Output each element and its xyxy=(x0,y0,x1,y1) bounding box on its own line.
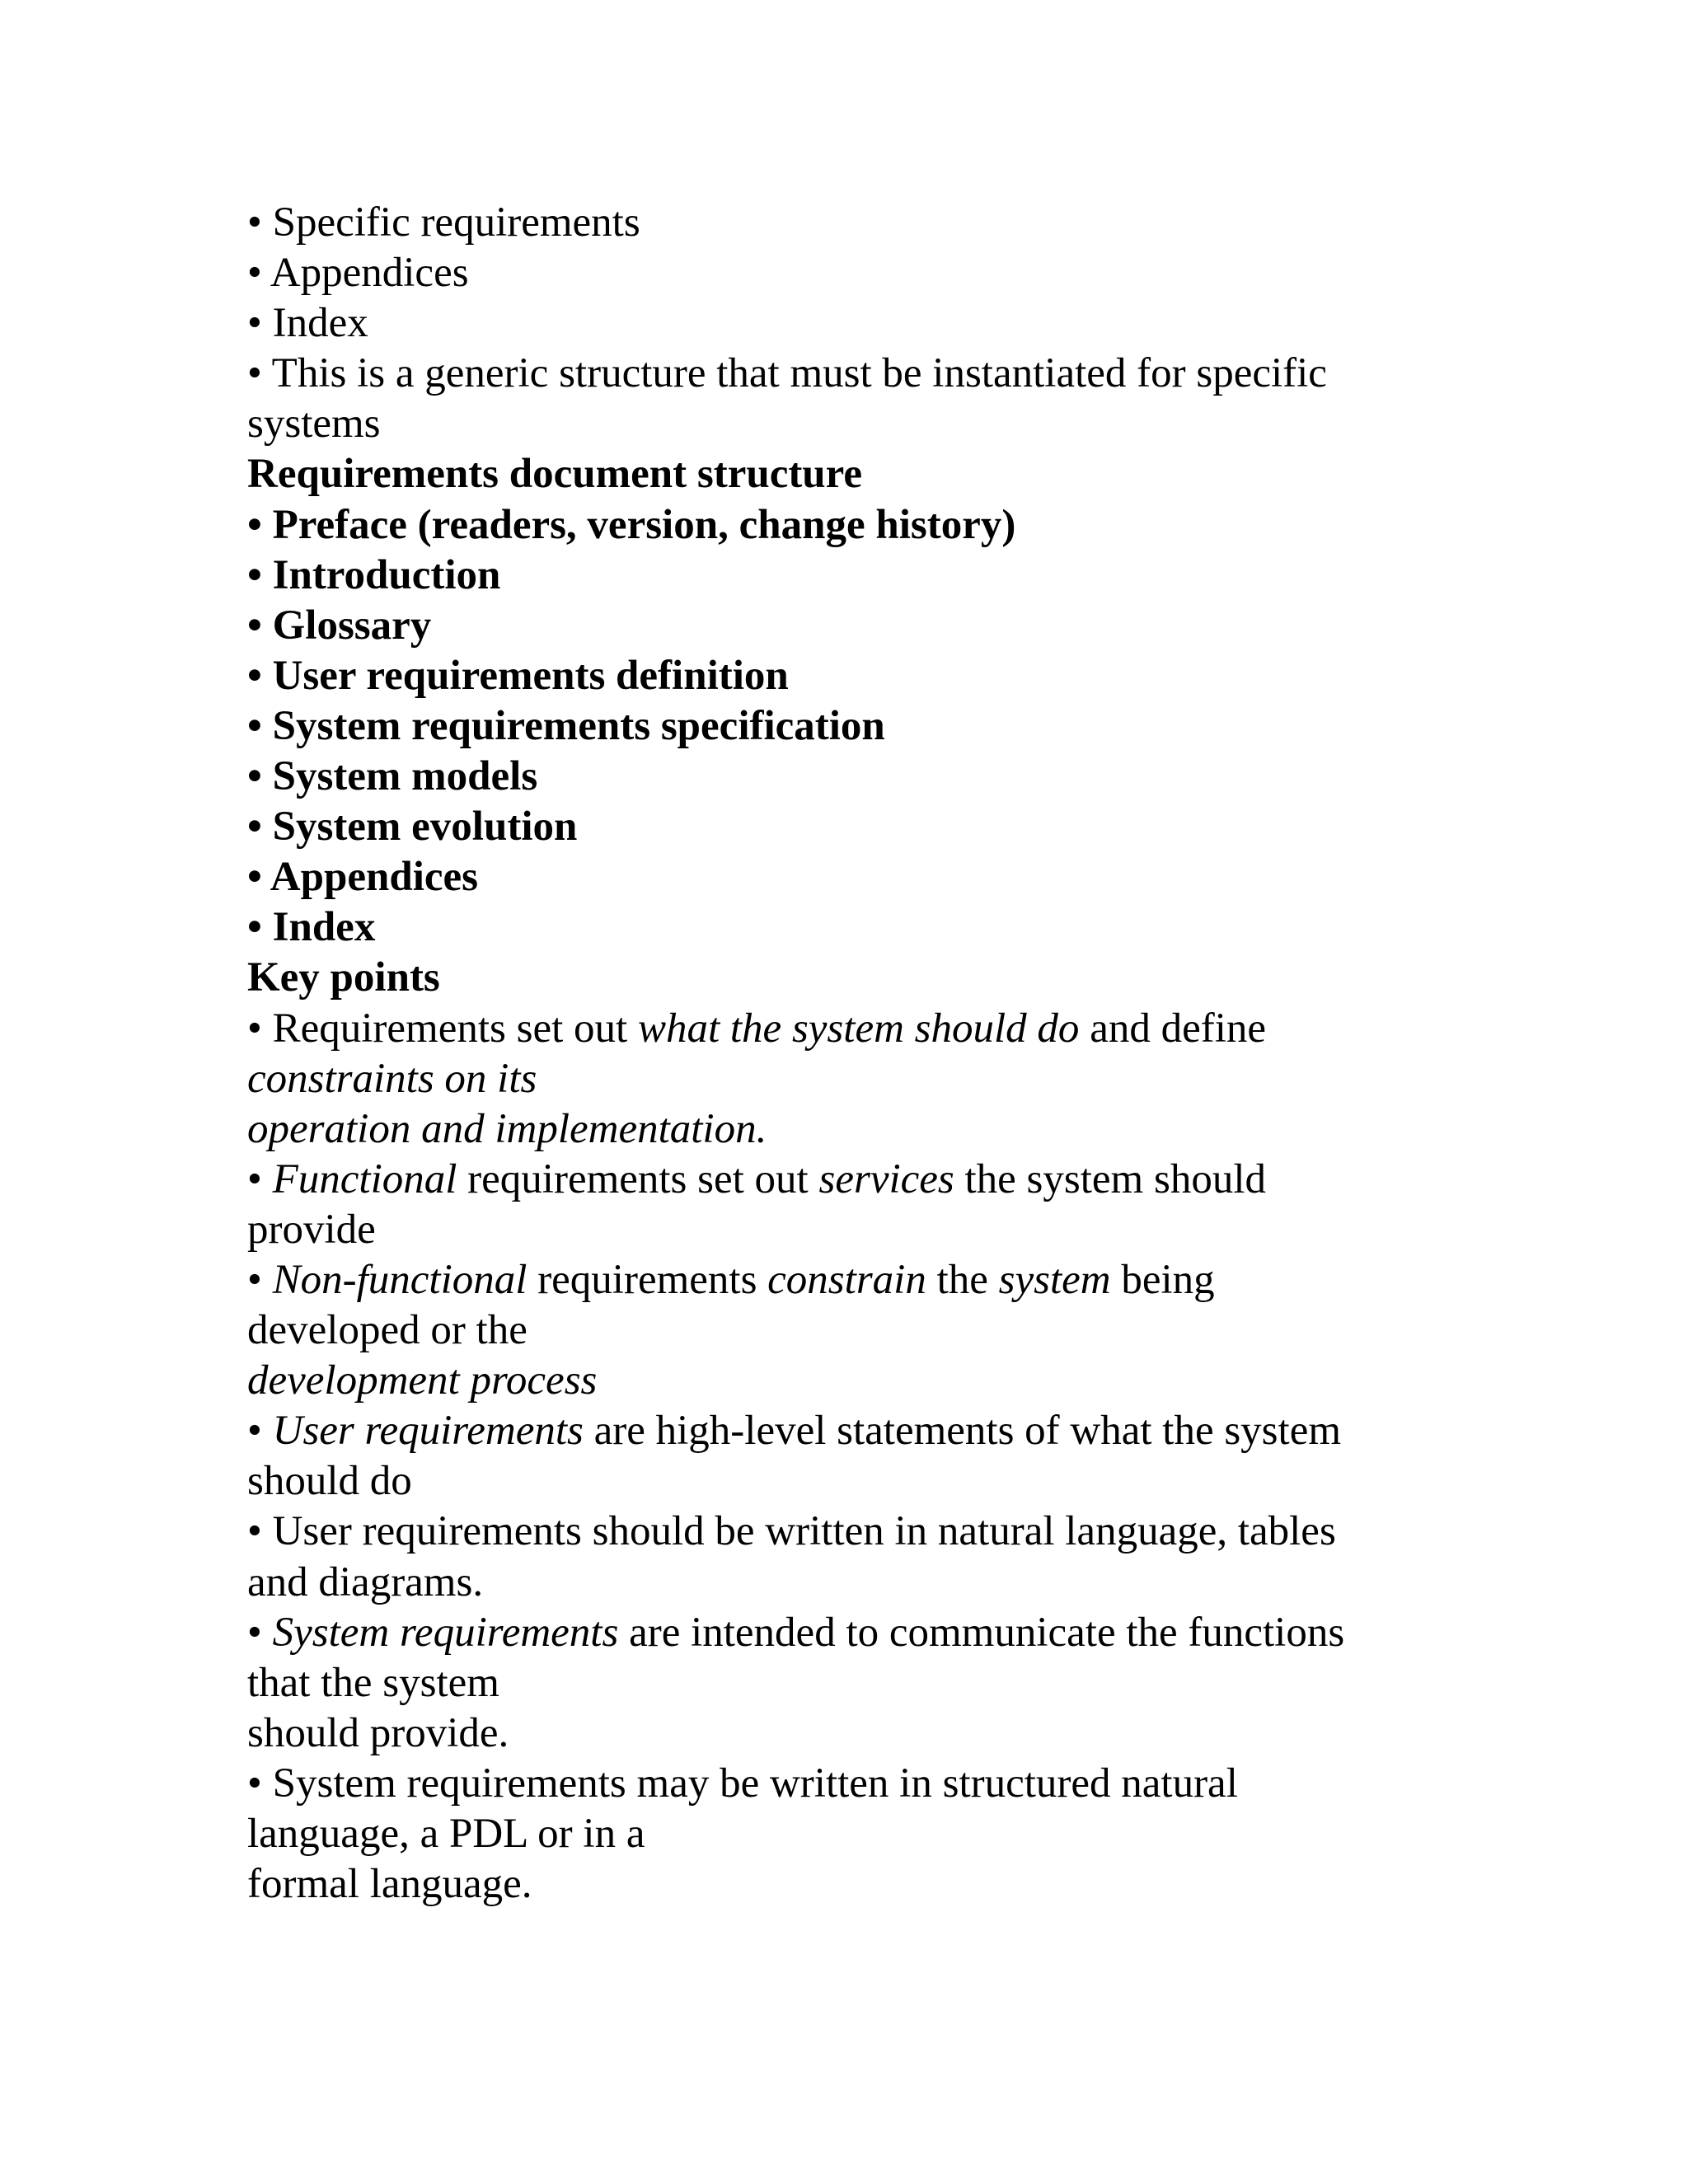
line-text: and define xyxy=(1079,1005,1266,1052)
bullet-introduction xyxy=(247,551,1451,601)
line-text: • User requirements definition xyxy=(247,652,789,699)
keypoint-non-functional xyxy=(247,1255,1451,1305)
line-text: and diagrams. xyxy=(247,1558,484,1605)
line-text: • User requirements should be written in natural language, tables xyxy=(247,1508,1336,1555)
keypoint-non-functional-continued-1 xyxy=(247,1305,1451,1356)
line-text: should do xyxy=(247,1458,412,1505)
line-text: are intended to communicate the functions xyxy=(618,1609,1345,1656)
line-text: should provide. xyxy=(247,1709,509,1756)
bullet-index-bold xyxy=(247,902,1451,953)
keypoint-functional-continued xyxy=(247,1205,1451,1255)
keypoint-system-requirements-written xyxy=(247,1759,1451,1809)
line-text: are high-level statements of what the system xyxy=(583,1408,1342,1455)
keypoint-requirements-continued-1 xyxy=(247,1054,1451,1104)
bullet-system-evolution xyxy=(247,802,1451,852)
line-text: requirements xyxy=(527,1256,768,1303)
line-text: • This is a generic structure that must be instantiated for specific xyxy=(247,350,1327,397)
line-text: provide xyxy=(247,1206,376,1253)
bullet-appendices xyxy=(247,248,1451,298)
heading-key-points xyxy=(247,953,1451,1003)
bullet-generic-structure xyxy=(247,349,1451,399)
italic-text: User requirements xyxy=(272,1408,584,1455)
bullet-appendices-bold xyxy=(247,852,1451,902)
italic-text: constrain xyxy=(767,1256,926,1303)
keypoint-system-requirements-continued-1 xyxy=(247,1658,1451,1708)
line-text: the system should xyxy=(954,1155,1266,1202)
italic-text: Non-functional xyxy=(272,1256,528,1303)
document-page xyxy=(247,198,1451,1910)
line-text: that the system xyxy=(247,1659,499,1706)
line-text: • xyxy=(247,1155,273,1202)
line-text: systems xyxy=(247,401,381,448)
keypoint-system-requirements-written-continued-2 xyxy=(247,1859,1451,1910)
italic-text: development process xyxy=(247,1357,598,1404)
italic-text: constraints on its xyxy=(247,1055,537,1102)
line-text: • System requirements specification xyxy=(247,702,885,749)
line-text: developed or the xyxy=(247,1307,528,1354)
line-text: • Appendices xyxy=(247,250,469,297)
keypoint-user-requirements-written xyxy=(247,1507,1451,1557)
bullet-index xyxy=(247,298,1451,349)
bullet-user-requirements-definition xyxy=(247,651,1451,701)
italic-text: what the system should do xyxy=(637,1005,1080,1052)
line-text: • xyxy=(247,1609,273,1656)
italic-text: operation and implementation. xyxy=(247,1105,767,1152)
keypoint-system-requirements-continued-2 xyxy=(247,1708,1451,1759)
line-text: the xyxy=(926,1256,999,1303)
keypoint-user-requirements xyxy=(247,1406,1451,1456)
line-text: • Requirements set out xyxy=(247,1005,638,1052)
keypoint-requirements-continued-2 xyxy=(247,1104,1451,1155)
bullet-specific-requirements xyxy=(247,198,1451,248)
keypoint-user-requirements-written-continued xyxy=(247,1558,1451,1608)
line-text: • Introduction xyxy=(247,551,501,598)
line-text: • Index xyxy=(247,904,376,951)
heading-text: Key points xyxy=(247,954,440,1001)
italic-text: Functional xyxy=(272,1155,457,1202)
line-text: • System evolution xyxy=(247,804,578,851)
italic-text: system xyxy=(998,1256,1111,1303)
line-text: • xyxy=(247,1256,273,1303)
line-text: • Index xyxy=(247,300,368,347)
keypoint-user-requirements-continued xyxy=(247,1456,1451,1507)
line-text: • Specific requirements xyxy=(247,199,640,246)
heading-text: Requirements document structure xyxy=(247,451,863,498)
bullet-system-models xyxy=(247,752,1451,802)
bullet-generic-structure-continued xyxy=(247,399,1451,449)
line-text: requirements set out xyxy=(457,1155,819,1202)
italic-text: System requirements xyxy=(272,1609,619,1656)
line-text: language, a PDL or in a xyxy=(247,1811,645,1857)
bullet-preface xyxy=(247,500,1451,551)
heading-requirements-document-structure xyxy=(247,449,1451,499)
line-text: being xyxy=(1110,1256,1215,1303)
keypoint-non-functional-continued-2 xyxy=(247,1356,1451,1406)
line-text: • System requirements may be written in structured natural xyxy=(247,1760,1238,1807)
bullet-system-requirements-specification xyxy=(247,701,1451,752)
line-text: • xyxy=(247,1408,273,1455)
bullet-glossary xyxy=(247,601,1451,651)
keypoint-functional xyxy=(247,1155,1451,1205)
keypoint-system-requirements xyxy=(247,1608,1451,1658)
line-text: • Glossary xyxy=(247,602,432,649)
line-text: • System models xyxy=(247,753,538,800)
line-text: formal language. xyxy=(247,1861,532,1908)
line-text: • Preface (readers, version, change history) xyxy=(247,501,1016,548)
line-text: • Appendices xyxy=(247,854,479,901)
keypoint-system-requirements-written-continued-1 xyxy=(247,1809,1451,1859)
italic-text: services xyxy=(818,1155,954,1202)
keypoint-requirements-set-out xyxy=(247,1004,1451,1054)
